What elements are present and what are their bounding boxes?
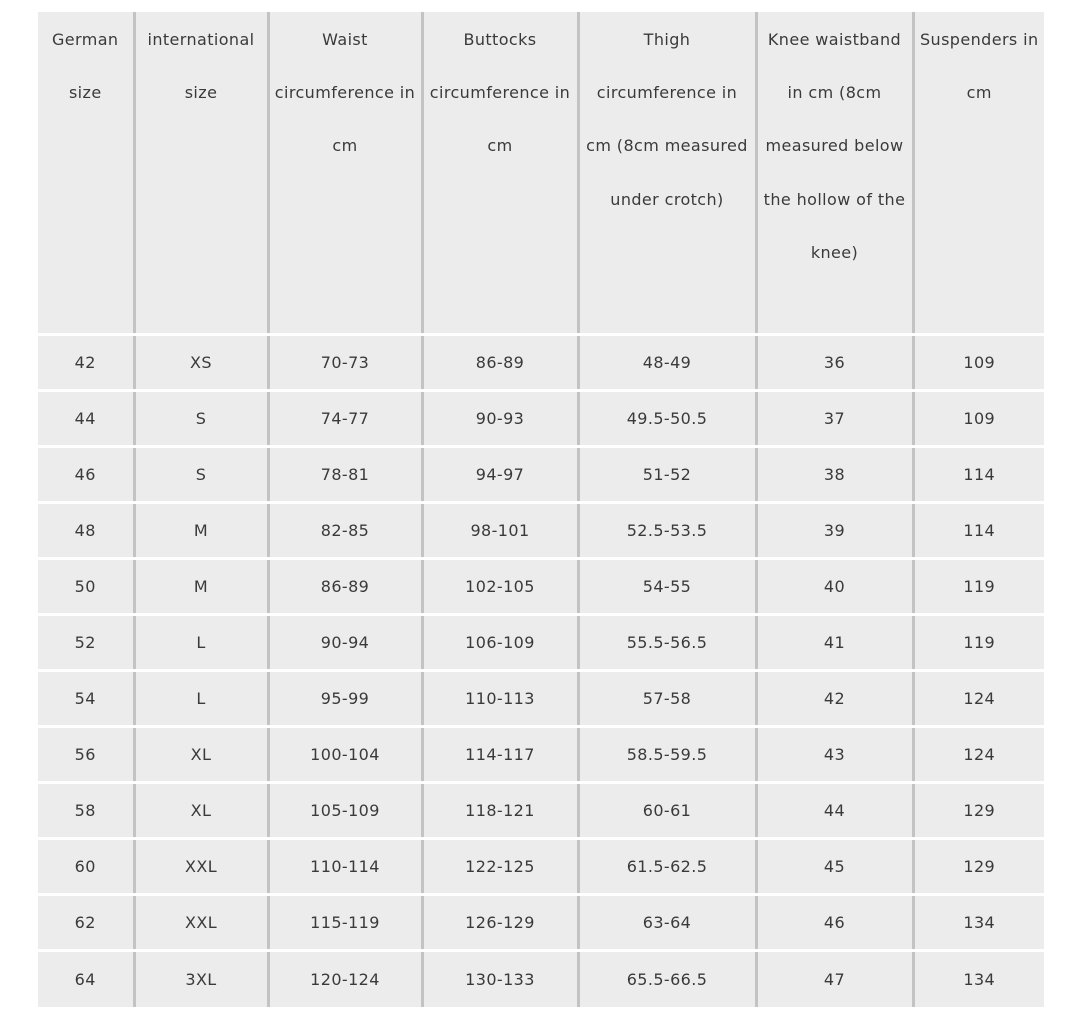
header-buttocks-circumference: Buttocks circumference in cm	[422, 12, 578, 335]
cell-waist: 105-109	[268, 783, 422, 839]
cell-suspenders: 124	[913, 671, 1044, 727]
cell-suspenders: 119	[913, 559, 1044, 615]
cell-thigh: 54-55	[578, 559, 756, 615]
cell-international-size: 3XL	[134, 951, 268, 1007]
table-row	[38, 727, 1044, 783]
cell-buttocks: 102-105	[422, 559, 578, 615]
cell-waist: 110-114	[268, 839, 422, 895]
cell-buttocks: 94-97	[422, 447, 578, 503]
cell-international-size: L	[134, 615, 268, 671]
cell-buttocks: 122-125	[422, 839, 578, 895]
cell-german-size: 44	[38, 391, 134, 447]
cell-buttocks: 114-117	[422, 727, 578, 783]
cell-buttocks: 86-89	[422, 335, 578, 391]
cell-buttocks: 130-133	[422, 951, 578, 1007]
cell-suspenders: 119	[913, 615, 1044, 671]
cell-knee-waistband: 39	[756, 503, 913, 559]
table-row	[38, 615, 1044, 671]
cell-thigh: 51-52	[578, 447, 756, 503]
cell-german-size: 56	[38, 727, 134, 783]
cell-thigh: 60-61	[578, 783, 756, 839]
cell-thigh: 58.5-59.5	[578, 727, 756, 783]
cell-waist: 120-124	[268, 951, 422, 1007]
cell-buttocks: 106-109	[422, 615, 578, 671]
cell-suspenders: 109	[913, 335, 1044, 391]
cell-suspenders: 129	[913, 839, 1044, 895]
table-row	[38, 391, 1044, 447]
table-row	[38, 447, 1044, 503]
cell-buttocks: 126-129	[422, 895, 578, 951]
cell-german-size: 42	[38, 335, 134, 391]
cell-german-size: 58	[38, 783, 134, 839]
table-row	[38, 503, 1044, 559]
cell-waist: 95-99	[268, 671, 422, 727]
header-german-size: German size	[38, 12, 134, 335]
cell-knee-waistband: 37	[756, 391, 913, 447]
table-body	[38, 335, 1044, 1007]
cell-knee-waistband: 45	[756, 839, 913, 895]
table-row	[38, 335, 1044, 391]
cell-thigh: 52.5-53.5	[578, 503, 756, 559]
header-knee-waistband: Knee waistband in cm (8cm measured below the hollow of the knee)	[756, 12, 913, 335]
cell-thigh: 63-64	[578, 895, 756, 951]
cell-german-size: 62	[38, 895, 134, 951]
table-row	[38, 559, 1044, 615]
cell-suspenders: 134	[913, 895, 1044, 951]
cell-suspenders: 114	[913, 503, 1044, 559]
cell-buttocks: 90-93	[422, 391, 578, 447]
cell-international-size: XS	[134, 335, 268, 391]
cell-waist: 100-104	[268, 727, 422, 783]
cell-knee-waistband: 42	[756, 671, 913, 727]
cell-international-size: XXL	[134, 839, 268, 895]
cell-international-size: S	[134, 391, 268, 447]
cell-suspenders: 129	[913, 783, 1044, 839]
cell-international-size: L	[134, 671, 268, 727]
cell-german-size: 50	[38, 559, 134, 615]
cell-waist: 74-77	[268, 391, 422, 447]
cell-international-size: M	[134, 503, 268, 559]
header-international-size: international size	[134, 12, 268, 335]
cell-thigh: 65.5-66.5	[578, 951, 756, 1007]
cell-international-size: XXL	[134, 895, 268, 951]
cell-thigh: 55.5-56.5	[578, 615, 756, 671]
cell-suspenders: 124	[913, 727, 1044, 783]
table-row	[38, 951, 1044, 1007]
table-row	[38, 671, 1044, 727]
cell-buttocks: 98-101	[422, 503, 578, 559]
cell-thigh: 49.5-50.5	[578, 391, 756, 447]
table-row	[38, 783, 1044, 839]
cell-german-size: 52	[38, 615, 134, 671]
cell-buttocks: 118-121	[422, 783, 578, 839]
header-suspenders: Suspenders in cm	[913, 12, 1044, 335]
cell-suspenders: 114	[913, 447, 1044, 503]
cell-german-size: 60	[38, 839, 134, 895]
cell-knee-waistband: 44	[756, 783, 913, 839]
header-waist-circumference: Waist circumference in cm	[268, 12, 422, 335]
cell-knee-waistband: 40	[756, 559, 913, 615]
cell-suspenders: 134	[913, 951, 1044, 1007]
cell-german-size: 48	[38, 503, 134, 559]
cell-international-size: XL	[134, 783, 268, 839]
cell-german-size: 54	[38, 671, 134, 727]
cell-knee-waistband: 46	[756, 895, 913, 951]
header-thigh-circumference: Thigh circumference in cm (8cm measured under crotch)	[578, 12, 756, 335]
header-row	[38, 12, 1044, 335]
size-chart-table	[38, 12, 1044, 1007]
cell-knee-waistband: 43	[756, 727, 913, 783]
cell-waist: 90-94	[268, 615, 422, 671]
cell-waist: 82-85	[268, 503, 422, 559]
cell-international-size: S	[134, 447, 268, 503]
cell-german-size: 64	[74, 969, 96, 989]
cell-waist: 78-81	[268, 447, 422, 503]
cell-knee-waistband: 41	[756, 615, 913, 671]
cell-waist: 115-119	[268, 895, 422, 951]
cell-international-size: XL	[134, 727, 268, 783]
table-row	[38, 895, 1044, 951]
cell-waist: 86-89	[268, 559, 422, 615]
cell-suspenders: 109	[913, 391, 1044, 447]
cell-thigh: 57-58	[578, 671, 756, 727]
cell-knee-waistband: 38	[756, 447, 913, 503]
cell-waist: 70-73	[268, 335, 422, 391]
cell-buttocks: 110-113	[422, 671, 578, 727]
cell-thigh: 61.5-62.5	[578, 839, 756, 895]
cell-german-size: 46	[38, 447, 134, 503]
cell-international-size: M	[134, 559, 268, 615]
table-header	[38, 12, 1044, 335]
cell-thigh: 48-49	[578, 335, 756, 391]
cell-knee-waistband: 36	[756, 335, 913, 391]
table-row	[38, 839, 1044, 895]
cell-knee-waistband: 47	[756, 951, 913, 1007]
